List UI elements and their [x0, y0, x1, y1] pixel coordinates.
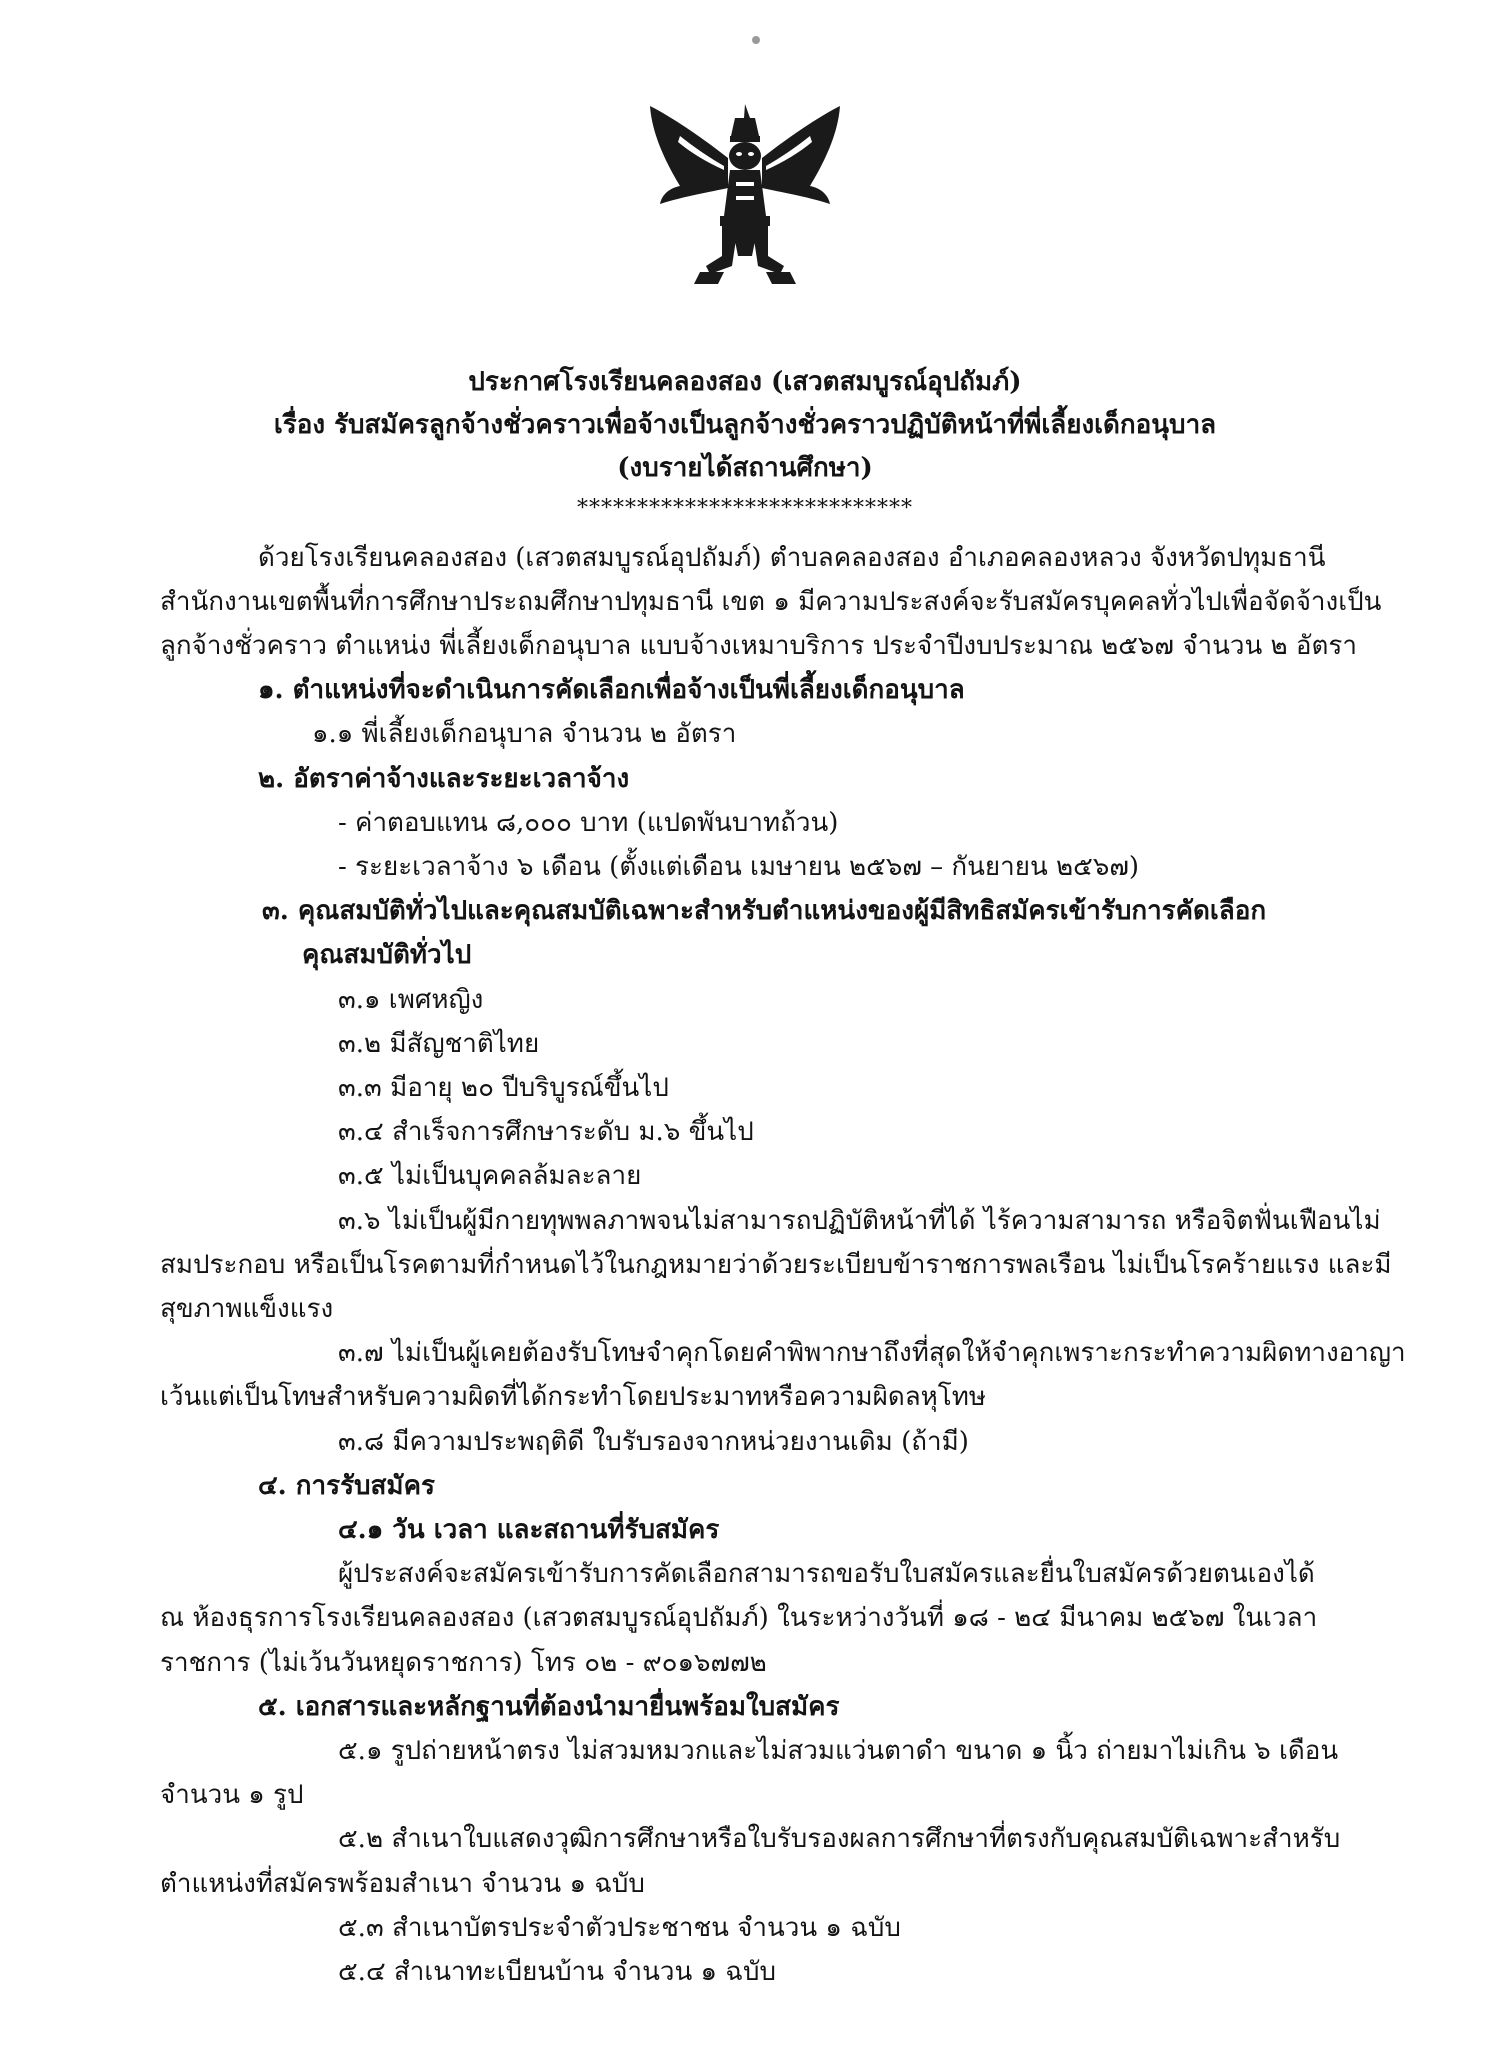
section-5-heading: ๕. เอกสารและหลักฐานที่ต้องนำมายื่นพร้อมใบสมัคร	[258, 1692, 840, 1722]
section-1-heading: ๑. ตำแหน่งที่จะดำเนินการคัดเลือกเพื่อจ้างเป็นพี่เลี้ยงเด็กอนุบาล	[258, 675, 965, 705]
section-3-subheading: คุณสมบัติทั่วไป	[302, 940, 472, 970]
section-4-body: ราชการ (ไม่เว้นวันหยุดราชการ) โทร ๐๒ - ๙๐๑๖๗๗๒	[160, 1648, 767, 1678]
qualification-item-cont: สุขภาพแข็งแรง	[160, 1294, 334, 1324]
intro-line: ด้วยโรงเรียนคลองสอง (เสวตสมบูรณ์อุปถัมภ์) ตำบลคลองสอง อำเภอคลองหลวง จังหวัดปทุมธานี	[258, 543, 1326, 573]
qualification-item-cont: เว้นแต่เป็นโทษสำหรับความผิดที่ได้กระทำโดยประมาทหรือความผิดลหุโทษ	[160, 1382, 987, 1412]
section-1-item: ๑.๑ พี่เลี้ยงเด็กอนุบาล จำนวน ๒ อัตรา	[312, 719, 737, 749]
paper-speck	[752, 36, 760, 44]
document-item-cont: ตำแหน่งที่สมัครพร้อมสำเนา จำนวน ๑ ฉบับ	[160, 1869, 645, 1899]
document-item: ๕.๔ สำเนาทะเบียนบ้าน จำนวน ๑ ฉบับ	[338, 1957, 776, 1987]
document-item: ๕.๒ สำเนาใบแสดงวุฒิการศึกษาหรือใบรับรองผลการศึกษาที่ตรงกับคุณสมบัติเฉพาะสำหรับ	[338, 1824, 1341, 1854]
section-4-subheading: ๔.๑ วัน เวลา และสถานที่รับสมัคร	[338, 1515, 720, 1545]
section-4-heading: ๔. การรับสมัคร	[258, 1471, 435, 1501]
section-4-body: ผู้ประสงค์จะสมัครเข้ารับการคัดเลือกสามารถขอรับใบสมัครและยื่นใบสมัครด้วยตนเองได้	[338, 1559, 1315, 1589]
qualification-item: ๓.๖ ไม่เป็นผู้มีกายทุพพลภาพจนไม่สามารถปฏิบัติหน้าที่ได้ ไร้ความสามารถ หรือจิตฟั่นเฟือนไม่	[338, 1206, 1381, 1236]
qualification-item: ๓.๓ มีอายุ ๒๐ ปีบริบูรณ์ขึ้นไป	[338, 1073, 669, 1103]
section-2-pay: - ค่าตอบแทน ๘,๐๐๐ บาท (แปดพันบาทถ้วน)	[338, 808, 839, 838]
qualification-item: ๓.๔ สำเร็จการศึกษาระดับ ม.๖ ขึ้นไป	[338, 1117, 754, 1147]
qualification-item: ๓.๗ ไม่เป็นผู้เคยต้องรับโทษจำคุกโดยคำพิพากษาถึงที่สุดให้จำคุกเพราะกระทำความผิดทางอาญา	[338, 1338, 1406, 1368]
qualification-item-cont: สมประกอบ หรือเป็นโรคตามที่กำหนดไว้ในกฎหมายว่าด้วยระเบียบข้าราชการพลเรือน ไม่เป็นโรคร้ายแรง และมี	[160, 1250, 1392, 1280]
document-item: ๕.๑ รูปถ่ายหน้าตรง ไม่สวมหมวกและไม่สวมแว่นตาดำ ขนาด ๑ นิ้ว ถ่ายมาไม่เกิน ๖ เดือน	[338, 1736, 1339, 1766]
section-4-body: ณ ห้องธุรการโรงเรียนคลองสอง (เสวตสมบูรณ์อุปถัมภ์) ในระหว่างวันที่ ๑๘ - ๒๔ มีนาคม ๒๕๖๗ ในเวลา	[160, 1603, 1318, 1633]
section-2-heading: ๒. อัตราค่าจ้างและระยะเวลาจ้าง	[258, 764, 630, 794]
qualification-item: ๓.๘ มีความประพฤติดี ใบรับรองจากหน่วยงานเดิม (ถ้ามี)	[338, 1427, 969, 1457]
qualification-item: ๓.๑ เพศหญิง	[338, 985, 484, 1015]
announcement-budget-note: (งบรายได้สถานศึกษา)	[617, 453, 873, 483]
garuda-emblem-icon	[640, 96, 850, 306]
announcement-subject: เรื่อง รับสมัครลูกจ้างชั่วคราวเพื่อจ้างเป็นลูกจ้างชั่วคราวปฏิบัติหน้าที่พี่เลี้ยงเด็กอนุบาล	[273, 410, 1217, 440]
announcement-title: ประกาศโรงเรียนคลองสอง (เสวตสมบูรณ์อุปถัมภ์)	[468, 367, 1022, 397]
section-3-heading: ๓. คุณสมบัติทั่วไปและคุณสมบัติเฉพาะสำหรับตำแหน่งของผู้มีสิทธิสมัครเข้ารับการคัดเลือก	[262, 896, 1267, 926]
intro-line: ลูกจ้างชั่วคราว ตำแหน่ง พี่เลี้ยงเด็กอนุบาล แบบจ้างเหมาบริการ ประจำปีงบประมาณ ๒๕๖๗ จำนวน ๒ อัตรา	[160, 631, 1357, 661]
section-2-period: - ระยะเวลาจ้าง ๖ เดือน (ตั้งแต่เดือน เมษายน ๒๕๖๗ – กันยายน ๒๕๖๗)	[338, 852, 1140, 882]
qualification-item: ๓.๕ ไม่เป็นบุคคลล้มละลาย	[338, 1161, 642, 1191]
document-item: ๕.๓ สำเนาบัตรประจำตัวประชาชน จำนวน ๑ ฉบับ	[338, 1913, 901, 1943]
intro-line: สำนักงานเขตพื้นที่การศึกษาประถมศึกษาปทุมธานี เขต ๑ มีความประสงค์จะรับสมัครบุคคลทั่วไปเพื่อจัดจ้างเป็น	[160, 587, 1382, 617]
qualification-item: ๓.๒ มีสัญชาติไทย	[338, 1029, 540, 1059]
document-item-cont: จำนวน ๑ รูป	[160, 1780, 304, 1810]
header-separator: ****************************	[577, 496, 913, 521]
